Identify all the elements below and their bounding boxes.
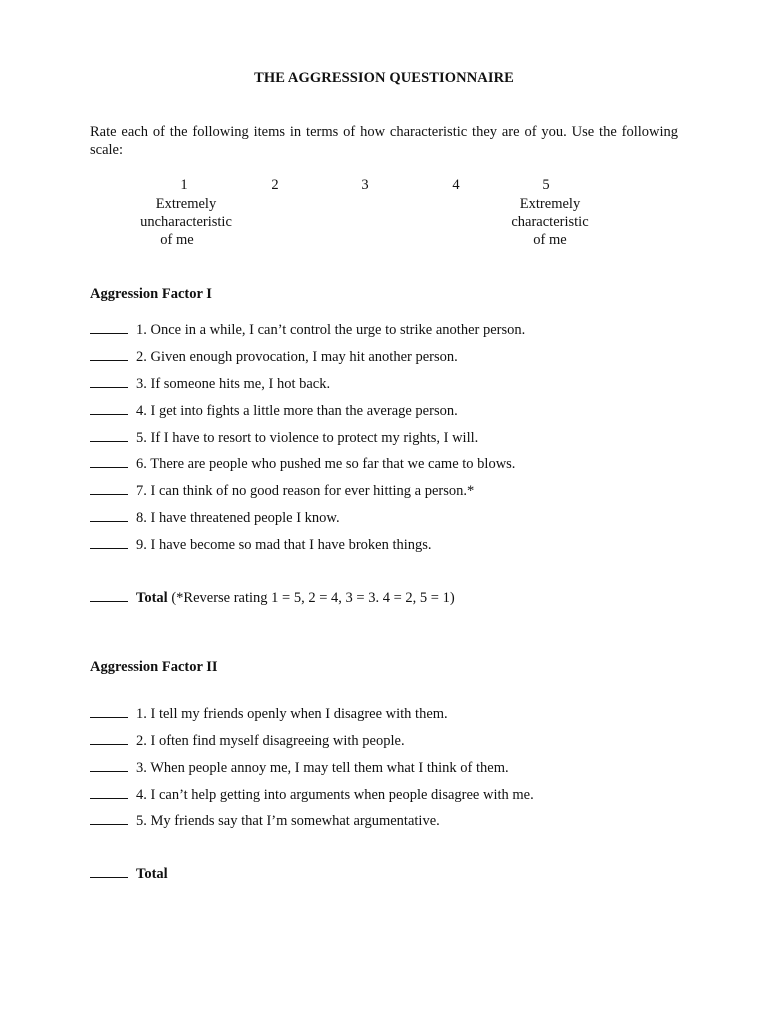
factor-2-total: [90, 864, 168, 883]
factor-1-item: [90, 401, 458, 420]
item-text: 4. I can’t help getting into arguments when people disagree with me.: [136, 787, 534, 803]
item-text: 5. My friends say that I’m somewhat argumentative.: [136, 813, 440, 829]
answer-blank[interactable]: [90, 454, 128, 468]
scale-high-line-3: of me: [533, 232, 567, 248]
answer-blank[interactable]: [90, 535, 128, 549]
scale-low-line-2: uncharacteristic: [140, 214, 232, 230]
item-text: 2. I often find myself disagreeing with people.: [136, 733, 405, 749]
factor-1-item: [90, 347, 458, 366]
factor-1-item: [90, 320, 525, 339]
factor-1-item: [90, 428, 478, 447]
scale-number-5: 5: [542, 177, 550, 193]
scale-number-1: 1: [180, 177, 188, 193]
reverse-rating-note: (*Reverse rating 1 = 5, 2 = 4, 3 = 3. 4 = 2, 5 = 1): [171, 590, 455, 606]
scale-low-line-1: Extremely: [155, 196, 217, 212]
scale-number-4: 4: [452, 177, 460, 193]
answer-blank[interactable]: [90, 508, 128, 522]
factor-1-item: [90, 508, 340, 527]
scale-high-line-1: Extremely: [519, 196, 581, 212]
factor-2-item: [90, 704, 448, 723]
scale-high-label: [480, 195, 620, 249]
item-text: 9. I have become so mad that I have broken things.: [136, 537, 432, 553]
factor-1-item: [90, 454, 515, 473]
total-label: Total: [136, 866, 168, 882]
factor-2-item: [90, 785, 534, 804]
scale-high-line-2: characteristic: [511, 214, 589, 230]
item-text: 2. Given enough provocation, I may hit another person.: [136, 349, 458, 365]
answer-blank[interactable]: [90, 374, 128, 388]
item-text: 7. I can think of no good reason for ever hitting a person.*: [136, 483, 475, 499]
answer-blank[interactable]: [90, 320, 128, 334]
factor-1-item: [90, 374, 330, 393]
answer-blank[interactable]: [90, 428, 128, 442]
intro-text: Rate each of the following items in terms of how characteristic they are of you. Use the following scale:: [90, 124, 678, 158]
scale-number-2: 2: [271, 177, 279, 193]
answer-blank[interactable]: [90, 811, 128, 825]
factor-2-item: [90, 811, 440, 830]
item-text: 4. I get into fights a little more than the average person.: [136, 403, 458, 419]
answer-blank[interactable]: [90, 401, 128, 415]
answer-blank[interactable]: [90, 758, 128, 772]
scale-low-line-3: of me: [160, 232, 194, 248]
page-title: THE AGGRESSION QUESTIONNAIRE: [254, 70, 514, 86]
factor-2-item: [90, 758, 509, 777]
scale-low-label: [116, 195, 256, 249]
item-text: 3. If someone hits me, I hot back.: [136, 376, 331, 392]
answer-blank[interactable]: [90, 731, 128, 745]
item-text: 1. I tell my friends openly when I disagree with them.: [136, 706, 448, 722]
item-text: 6. There are people who pushed me so far that we came to blows.: [136, 456, 516, 472]
answer-blank[interactable]: [90, 785, 128, 799]
answer-blank[interactable]: [90, 347, 128, 361]
factor-2-item: [90, 731, 405, 750]
factor-1-total: [90, 588, 455, 607]
answer-blank[interactable]: [90, 704, 128, 718]
total-label: Total: [136, 590, 168, 606]
scale-number-3: 3: [361, 177, 369, 193]
item-text: 8. I have threatened people I know.: [136, 510, 340, 526]
total-blank[interactable]: [90, 864, 128, 878]
total-blank[interactable]: [90, 588, 128, 602]
item-text: 1. Once in a while, I can’t control the urge to strike another person.: [136, 322, 526, 338]
factor-2-heading: Aggression Factor II: [90, 659, 218, 675]
answer-blank[interactable]: [90, 481, 128, 495]
factor-1-item: [90, 481, 474, 500]
item-text: 5. If I have to resort to violence to protect my rights, I will.: [136, 430, 479, 446]
factor-1-item: [90, 535, 432, 554]
factor-1-heading: Aggression Factor I: [90, 286, 212, 302]
item-text: 3. When people annoy me, I may tell them what I think of them.: [136, 760, 509, 776]
